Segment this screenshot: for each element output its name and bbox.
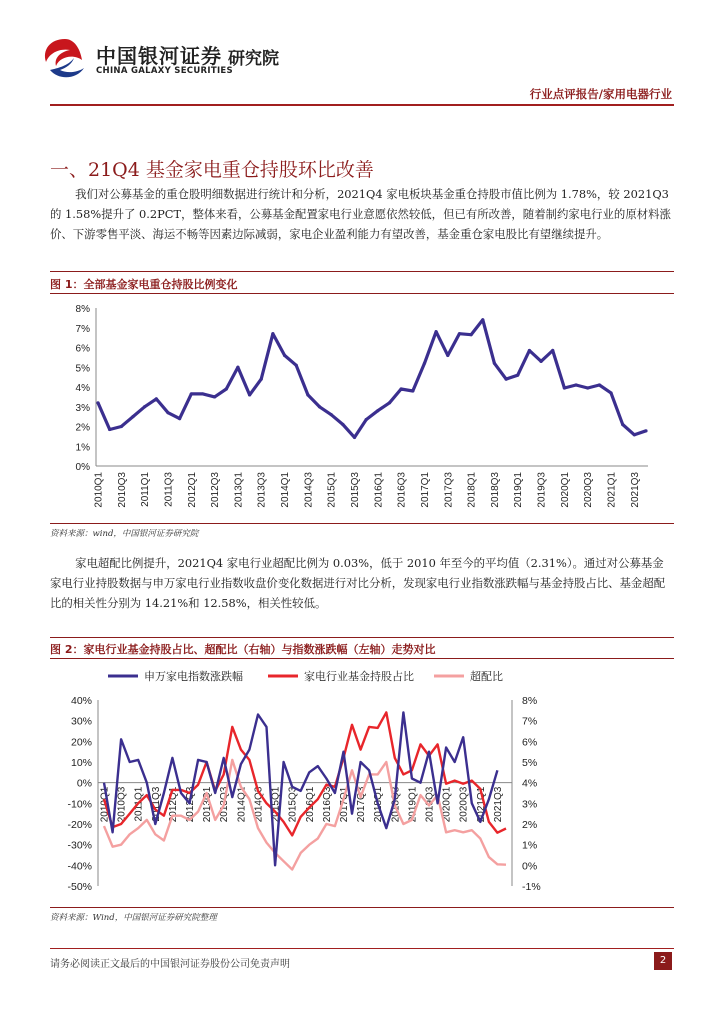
left-tick-label: 0% [76, 777, 92, 790]
data-point [633, 433, 636, 436]
x-tick-label: 2019Q1 [407, 786, 419, 823]
figure2-chart [50, 662, 674, 904]
figure2-top-rule [50, 637, 674, 638]
x-tick-label: 2018Q1 [373, 786, 385, 823]
x-tick-label: 2010Q3 [116, 472, 128, 508]
logo-chinese-name: 中国银河证券 [96, 44, 222, 68]
right-tick-label: 6% [522, 736, 538, 749]
x-tick-label: 2015Q1 [270, 786, 282, 823]
logo-english-name: CHINA GALAXY SECURITIES [96, 66, 233, 76]
x-tick-label: 2010Q1 [99, 786, 111, 823]
x-tick-label: 2018Q3 [489, 472, 501, 508]
data-point [271, 332, 274, 335]
data-point [190, 392, 193, 395]
y-tick-label: 2% [75, 422, 90, 434]
x-tick-label: 2011Q1 [140, 472, 152, 507]
x-tick-label: 2016Q1 [373, 472, 385, 508]
data-point [318, 405, 321, 408]
x-tick-label: 2014Q1 [236, 786, 248, 823]
data-point [435, 330, 438, 333]
data-point [621, 423, 624, 426]
data-point [166, 411, 169, 414]
y-tick-label: 0% [75, 462, 90, 473]
data-point [598, 383, 601, 386]
data-point [225, 387, 228, 390]
data-point [423, 362, 426, 365]
figure1-source-rule [50, 523, 674, 524]
data-point [365, 418, 368, 421]
figure1-chart [50, 298, 674, 520]
galaxy-logo-icon [40, 36, 90, 82]
data-point [400, 387, 403, 390]
x-tick-label: 2020Q3 [583, 472, 595, 508]
x-tick-label: 2011Q3 [150, 786, 162, 822]
left-tick-label: 40% [70, 695, 92, 707]
right-tick-label: 1% [522, 839, 538, 852]
data-point [388, 401, 391, 404]
figure2-source-rule [50, 907, 674, 908]
x-tick-label: 2010Q1 [93, 472, 105, 508]
left-tick-label: -10% [67, 798, 92, 811]
x-tick-label: 2016Q3 [396, 472, 408, 508]
x-tick-label: 2020Q1 [559, 472, 571, 508]
x-tick-label: 2015Q3 [350, 472, 362, 508]
data-point [260, 378, 263, 381]
left-tick-label: 30% [70, 715, 92, 728]
x-tick-label: 2014Q3 [253, 786, 265, 823]
x-tick-label: 2013Q1 [202, 786, 214, 823]
x-tick-label: 2018Q1 [466, 472, 478, 508]
x-tick-label: 2017Q1 [338, 786, 350, 823]
data-point [481, 318, 484, 321]
y-tick-label: 5% [75, 363, 90, 375]
left-tick-label: -30% [67, 839, 92, 852]
x-tick-label: 2013Q1 [233, 472, 245, 508]
x-tick-label: 2013Q3 [256, 472, 268, 508]
x-tick-label: 2018Q3 [390, 786, 402, 823]
data-point [178, 417, 181, 420]
data-point [96, 401, 99, 404]
figure1-top-rule [50, 271, 674, 272]
data-point [644, 429, 647, 432]
header-divider [50, 104, 674, 106]
data-point [609, 391, 612, 394]
data-point [551, 349, 554, 352]
y-tick-label: 3% [75, 402, 90, 414]
x-tick-label: 2020Q1 [441, 786, 453, 823]
data-point [248, 393, 251, 396]
data-point [446, 354, 449, 357]
footer-divider [50, 948, 674, 949]
x-tick-label: 2010Q3 [116, 786, 128, 823]
y-tick-label: 4% [75, 383, 90, 394]
data-point [470, 333, 473, 336]
x-tick-label: 2014Q3 [303, 472, 315, 508]
right-tick-label: 0% [522, 860, 538, 873]
x-tick-label: 2012Q1 [167, 786, 179, 823]
data-point [120, 425, 123, 428]
data-point [295, 364, 298, 367]
x-tick-label: 2013Q3 [219, 786, 231, 823]
x-tick-label: 2021Q3 [629, 472, 641, 508]
data-point [539, 360, 542, 363]
data-point [458, 332, 461, 335]
y-tick-label: 7% [75, 323, 90, 335]
legend-label: 申万家电指数涨跌幅 [144, 671, 243, 683]
left-tick-label: 10% [70, 757, 92, 769]
data-point [528, 349, 531, 352]
data-point [330, 413, 333, 416]
x-tick-label: 2019Q3 [536, 472, 548, 508]
data-point [353, 436, 356, 439]
figure1-caption: 图 1：全部基金家电重仓持股比例变化 [50, 278, 238, 291]
x-tick-label: 2019Q1 [513, 472, 525, 508]
paragraph-1: 我们对公募基金的重仓股明细数据进行统计和分析，2021Q4 家电板块基金重仓持股市值比例为 1.78%，较 2021Q3 的 1.58%提升了 0.2PCT，整体来看，公募基金配置家电行业意愿依然较低，但已有所改善，随着制约家电行业的原材料涨价、下游零售平淡、海运不畅等因素边际减弱，家电企业盈利能力有望改善，基金重仓家电股比有望继续提升。 [50, 187, 671, 241]
left-tick-label: -40% [67, 860, 92, 873]
x-tick-label: 2021Q1 [475, 786, 487, 823]
left-tick-label: -50% [67, 881, 92, 893]
x-tick-label: 2012Q3 [185, 786, 197, 823]
x-tick-label: 2020Q3 [458, 786, 470, 823]
x-tick-label: 2015Q1 [326, 472, 338, 508]
footer-disclaimer: 请务必阅读正文最后的中国银河证券股份公司免责声明 [50, 959, 290, 970]
data-point [586, 386, 589, 389]
report-category: 行业点评报告/家用电器行业 [529, 87, 672, 101]
x-tick-label: 2012Q3 [210, 472, 222, 508]
data-point [283, 354, 286, 357]
page-number: 2 [654, 952, 672, 970]
data-point [574, 383, 577, 386]
left-tick-label: 20% [70, 736, 92, 749]
x-tick-label: 2011Q1 [133, 786, 145, 822]
data-point [516, 374, 519, 377]
right-tick-label: 8% [522, 695, 538, 707]
paragraph-2: 家电超配比例提升，2021Q4 家电行业超配比例为 0.03%，低于 2010 年至今的平均值（2.31%）。通过对公募基金家电行业持股数据与申万家电行业指数收盘价变化数据进行对比分析，发现家电行业指数涨跌幅与基金持股占比、基金超配比的相关性分别为 14.21%和 12.58%，相关性较低。 [50, 556, 666, 610]
right-tick-label: 4% [522, 777, 538, 790]
x-tick-label: 2016Q1 [304, 786, 316, 823]
data-point [341, 423, 344, 426]
figure2-bottom-rule [50, 658, 674, 659]
y-tick-label: 6% [75, 343, 90, 355]
x-tick-label: 2016Q3 [321, 786, 333, 823]
x-tick-label: 2019Q3 [424, 786, 436, 823]
brand-logo [40, 36, 300, 82]
legend-label: 超配比 [470, 671, 503, 683]
figure1-bottom-rule [50, 293, 674, 294]
y-tick-label: 8% [75, 304, 90, 315]
data-point [213, 395, 216, 398]
data-point [236, 366, 239, 369]
data-point [201, 392, 204, 395]
x-tick-label: 2021Q3 [492, 786, 504, 823]
figure1-source: 资料来源：wind，中国银河证券研究院 [50, 529, 199, 539]
right-tick-label: -1% [522, 881, 541, 893]
series-line-index [104, 712, 497, 865]
institute-name: 研究院 [228, 49, 279, 69]
data-point [563, 386, 566, 389]
data-point [108, 428, 111, 431]
data-point [411, 389, 414, 392]
x-tick-label: 2017Q3 [443, 472, 455, 508]
figure2-source: 资料来源：Wind，中国银河证券研究院整理 [50, 913, 217, 923]
legend-label: 家电行业基金持股占比 [304, 671, 414, 683]
data-point [493, 362, 496, 365]
figure2-caption: 图 2：家电行业基金持股占比、超配比（右轴）与指数涨跌幅（左轴）走势对比 [50, 643, 436, 656]
x-tick-label: 2017Q1 [419, 472, 431, 508]
data-point [155, 397, 158, 400]
x-tick-label: 2012Q1 [186, 472, 198, 508]
data-point [306, 393, 309, 396]
data-point [376, 409, 379, 412]
x-tick-label: 2021Q1 [606, 472, 618, 508]
left-tick-label: -20% [67, 819, 92, 831]
x-tick-label: 2017Q3 [356, 786, 368, 823]
x-tick-label: 2014Q1 [280, 472, 292, 508]
data-point [131, 415, 134, 418]
x-tick-label: 2015Q3 [287, 786, 299, 823]
right-tick-label: 7% [522, 715, 538, 728]
x-tick-label: 2011Q3 [163, 472, 175, 507]
section-title: 一、21Q4 基金家电重仓持股环比改善 [50, 159, 374, 181]
right-tick-label: 3% [522, 798, 538, 811]
data-point [504, 378, 507, 381]
y-tick-label: 1% [75, 442, 90, 454]
data-point [143, 405, 146, 408]
right-tick-label: 2% [522, 819, 538, 831]
right-tick-label: 5% [522, 757, 538, 769]
